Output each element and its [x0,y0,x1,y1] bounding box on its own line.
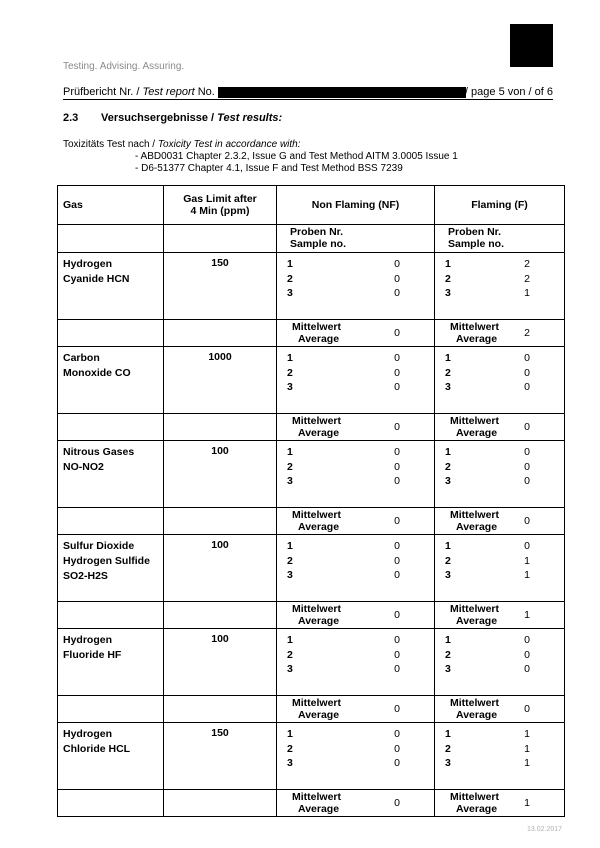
sample-number: 3 [445,569,451,581]
sample-number: 1 [445,634,451,646]
gas-name-line: Fluoride HF [63,649,122,661]
sample-row [277,727,434,742]
sample-label-de: Proben Nr. [290,226,344,238]
sample-row [435,351,564,366]
gas-name [58,535,164,602]
flaming-samples [435,723,565,790]
reference-1: - ABD0031 Chapter 2.3.2, Issue G and Test Method AITM 3.0005 Issue 1 [135,151,458,162]
flaming-average [435,508,565,535]
average-value: 0 [394,421,400,433]
average-value: 0 [524,703,530,715]
sample-number: 1 [445,446,451,458]
sample-row [277,445,434,460]
company-logo [510,24,553,67]
sample-number: 2 [445,742,451,755]
section-title-en: Test results: [217,112,283,124]
average-value: 1 [524,797,530,809]
average-label-en: Average [298,521,340,533]
sample-number: 1 [445,258,451,270]
average-label-de: Mittelwert [292,509,342,521]
intro-text-de: Toxizitäts Test nach / [63,139,158,150]
empty-cell [164,602,277,629]
sample-number: 2 [287,554,293,567]
sample-value: 0 [394,287,400,299]
footer-date: 13.02.2017 [527,826,563,833]
f-sample-header [435,225,565,253]
sample-row [277,568,434,583]
average-label-en: Average [456,803,498,815]
sample-value: 1 [524,554,530,567]
redacted-report-number [218,87,466,98]
average-value: 0 [394,327,400,339]
average-label-en: Average [298,615,340,627]
flaming-average [435,696,565,723]
sample-number: 3 [287,381,293,393]
sample-row [435,474,564,489]
non-flaming-average [277,414,435,441]
average-label [450,697,499,721]
gas-limit: 100 [164,629,277,696]
flaming-average [435,320,565,347]
gas-data-row [58,723,565,790]
empty-cell [58,602,164,629]
average-label-de: Mittelwert [292,603,342,615]
sample-number: 1 [287,540,293,552]
sample-number: 3 [445,381,451,393]
average-label [292,321,341,345]
sample-value: 0 [394,258,400,270]
sample-value: 1 [524,742,530,755]
gas-limit: 100 [164,441,277,508]
sample-value: 0 [394,366,400,379]
flaming-average [435,790,565,817]
sample-value: 0 [524,446,530,458]
average-label-de: Mittelwert [292,697,342,709]
non-flaming-average [277,790,435,817]
empty-cell [58,790,164,817]
empty-cell [58,696,164,723]
sample-row [277,286,434,301]
gas-name-line: Hydrogen Sulfide [63,555,150,567]
gas-name [58,253,164,320]
sample-number: 1 [287,634,293,646]
sample-number: 2 [445,648,451,661]
section-title-de: Versuchsergebnisse / [101,112,218,124]
empty-cell [58,508,164,535]
non-flaming-average [277,602,435,629]
sample-row [435,633,564,648]
gas-name-line: Nitrous Gases [63,446,135,458]
gas-name-line: Hydrogen [63,258,113,270]
sample-row [435,445,564,460]
empty-cell [58,414,164,441]
section-number: 2.3 [63,112,79,124]
sample-row [435,460,564,475]
sample-row [435,727,564,742]
sample-row [277,756,434,771]
sample-number: 3 [445,663,451,675]
average-row [58,414,565,441]
sample-row [277,662,434,677]
sample-value: 0 [394,475,400,487]
sample-number: 2 [287,460,293,473]
gas-name-line: SO2-H2S [63,570,108,582]
empty-cell [164,790,277,817]
gas-name-line: NO-NO2 [63,461,104,473]
gas-data-row [58,253,565,320]
average-label [292,509,341,533]
sample-row [435,366,564,381]
average-value: 0 [394,797,400,809]
sample-value: 0 [394,460,400,473]
average-label-de: Mittelwert [450,415,500,427]
header-non-flaming: Non Flaming (NF) [277,186,435,225]
sample-row [277,633,434,648]
sample-value: 0 [394,446,400,458]
average-value: 2 [524,327,530,339]
header-flaming: Flaming (F) [435,186,565,225]
empty-cell [164,320,277,347]
header-gas: Gas [58,186,164,225]
sample-value: 0 [394,540,400,552]
gas-name [58,723,164,790]
sample-row [277,460,434,475]
sample-number: 3 [287,569,293,581]
average-label-en: Average [456,709,498,721]
average-value: 1 [524,609,530,621]
non-flaming-samples [277,441,435,508]
average-value: 0 [524,515,530,527]
sample-row [435,257,564,272]
gas-name [58,441,164,508]
average-label-de: Mittelwert [450,697,500,709]
sample-value: 0 [394,663,400,675]
sample-row [435,742,564,757]
sample-row [435,648,564,663]
sample-row [277,272,434,287]
sample-header-row [58,225,565,253]
average-label-en: Average [298,333,340,345]
non-flaming-samples [277,629,435,696]
sample-value: 0 [524,634,530,646]
gas-name [58,347,164,414]
average-value: 0 [394,703,400,715]
sample-row [277,380,434,395]
sample-number: 2 [445,366,451,379]
sample-value: 0 [524,366,530,379]
average-label [450,603,499,627]
sample-number: 1 [287,352,293,364]
reference-2: - D6-51377 Chapter 4.1, Issue F and Test Method BSS 7239 [135,163,403,174]
sample-row [435,286,564,301]
report-label-en: Test report [142,86,195,98]
sample-value: 0 [394,272,400,285]
report-label-no: No. [194,86,215,98]
non-flaming-samples [277,347,435,414]
header-limit: Gas Limit after 4 Min (ppm) [164,186,277,225]
flaming-average [435,602,565,629]
empty-cell [164,225,277,253]
sample-value: 0 [394,634,400,646]
report-header-line [63,86,553,100]
sample-number: 1 [287,258,293,270]
average-label [292,791,341,815]
sample-value: 0 [394,352,400,364]
sample-row [277,474,434,489]
sample-row [435,380,564,395]
average-row [58,508,565,535]
average-label-en: Average [298,427,340,439]
gas-data-row [58,441,565,508]
average-label [450,509,499,533]
sample-row [435,539,564,554]
average-label-de: Mittelwert [292,321,342,333]
gas-name [58,629,164,696]
sample-number: 2 [445,460,451,473]
non-flaming-samples [277,723,435,790]
average-label-en: Average [456,427,498,439]
sample-number: 1 [445,352,451,364]
sample-value: 0 [394,569,400,581]
flaming-samples [435,347,565,414]
average-value: 0 [524,421,530,433]
average-label-de: Mittelwert [450,509,500,521]
intro-text-en: Toxicity Test in accordance with: [157,139,301,150]
gas-name-line: Hydrogen [63,728,113,740]
flaming-samples [435,441,565,508]
empty-cell [164,414,277,441]
sample-row [277,351,434,366]
gas-name-line: Hydrogen [63,634,113,646]
non-flaming-average [277,508,435,535]
gas-limit: 100 [164,535,277,602]
sample-value: 0 [524,381,530,393]
sample-row [277,648,434,663]
gas-limit: 1000 [164,347,277,414]
sample-number: 2 [445,272,451,285]
sample-row [435,568,564,583]
sample-value: 0 [524,663,530,675]
sample-number: 3 [287,475,293,487]
empty-cell [164,696,277,723]
sample-number: 1 [445,540,451,552]
sample-number: 2 [287,648,293,661]
sample-value: 1 [524,287,530,299]
sample-value: 0 [394,554,400,567]
average-value: 0 [394,515,400,527]
sample-row [435,662,564,677]
gas-name-line: Monoxide CO [63,367,131,379]
sample-label-de: Proben Nr. [448,226,502,238]
sample-number: 1 [445,728,451,740]
sample-value: 0 [394,757,400,769]
page-indicator: Seite / page 5 von / of 6 [436,86,553,98]
non-flaming-samples [277,253,435,320]
flaming-average [435,414,565,441]
sample-number: 3 [445,287,451,299]
non-flaming-samples [277,535,435,602]
sample-number: 2 [287,272,293,285]
average-label-en: Average [298,709,340,721]
average-row [58,790,565,817]
sample-value: 0 [394,728,400,740]
non-flaming-average [277,320,435,347]
sample-row [277,554,434,569]
table-header-row [58,186,565,225]
sample-value: 2 [524,258,530,270]
sample-number: 2 [287,366,293,379]
intro-text [63,139,301,151]
sample-number: 3 [445,757,451,769]
nf-sample-header [277,225,435,253]
average-row [58,696,565,723]
sample-number: 3 [445,475,451,487]
gas-name-line: Carbon [63,352,100,364]
average-label [450,321,499,345]
gas-limit: 150 [164,253,277,320]
sample-row [435,756,564,771]
sample-number: 1 [287,728,293,740]
flaming-samples [435,629,565,696]
average-label-en: Average [298,803,340,815]
sample-value: 1 [524,569,530,581]
average-label [292,603,341,627]
sample-row [277,742,434,757]
flaming-samples [435,253,565,320]
sample-value: 2 [524,272,530,285]
average-label-de: Mittelwert [450,791,500,803]
sample-number: 2 [445,554,451,567]
average-label-en: Average [456,615,498,627]
average-row [58,320,565,347]
empty-cell [164,508,277,535]
sample-label-en: Sample no. [448,238,505,250]
sample-value: 0 [394,648,400,661]
average-value: 0 [394,609,400,621]
gas-name-line: Chloride HCL [63,743,131,755]
sample-number: 3 [287,757,293,769]
gas-data-row [58,629,565,696]
sample-value: 0 [524,460,530,473]
average-label [292,697,341,721]
empty-cell [58,225,164,253]
section-heading [63,112,282,124]
sample-row [277,366,434,381]
tagline: Testing. Advising. Assuring. [63,61,185,72]
gas-data-row [58,347,565,414]
gas-limit: 150 [164,723,277,790]
average-label-de: Mittelwert [292,415,342,427]
sample-value: 1 [524,757,530,769]
sample-value: 0 [524,648,530,661]
flaming-samples [435,535,565,602]
gas-data-row [58,535,565,602]
average-label-de: Mittelwert [292,791,342,803]
sample-value: 0 [524,352,530,364]
report-label-de: Prüfbericht Nr. / [63,86,143,98]
sample-value: 1 [524,728,530,740]
average-label [450,791,499,815]
sample-label-en: Sample no. [290,238,347,250]
sample-value: 0 [394,381,400,393]
toxicity-results-table [57,185,565,817]
gas-name-line: Cyanide HCN [63,273,130,285]
sample-row [435,272,564,287]
sample-number: 2 [287,742,293,755]
sample-value: 0 [394,742,400,755]
sample-value: 0 [524,540,530,552]
sample-value: 0 [524,475,530,487]
average-label [450,415,499,439]
average-row [58,602,565,629]
average-label-de: Mittelwert [450,603,500,615]
sample-number: 3 [287,663,293,675]
sample-number: 3 [287,287,293,299]
gas-name-line: Sulfur Dioxide [63,540,135,552]
sample-row [277,539,434,554]
sample-number: 1 [287,446,293,458]
sample-row [277,257,434,272]
empty-cell [58,320,164,347]
average-label-en: Average [456,333,498,345]
sample-row [435,554,564,569]
average-label [292,415,341,439]
average-label-en: Average [456,521,498,533]
average-label-de: Mittelwert [450,321,500,333]
non-flaming-average [277,696,435,723]
